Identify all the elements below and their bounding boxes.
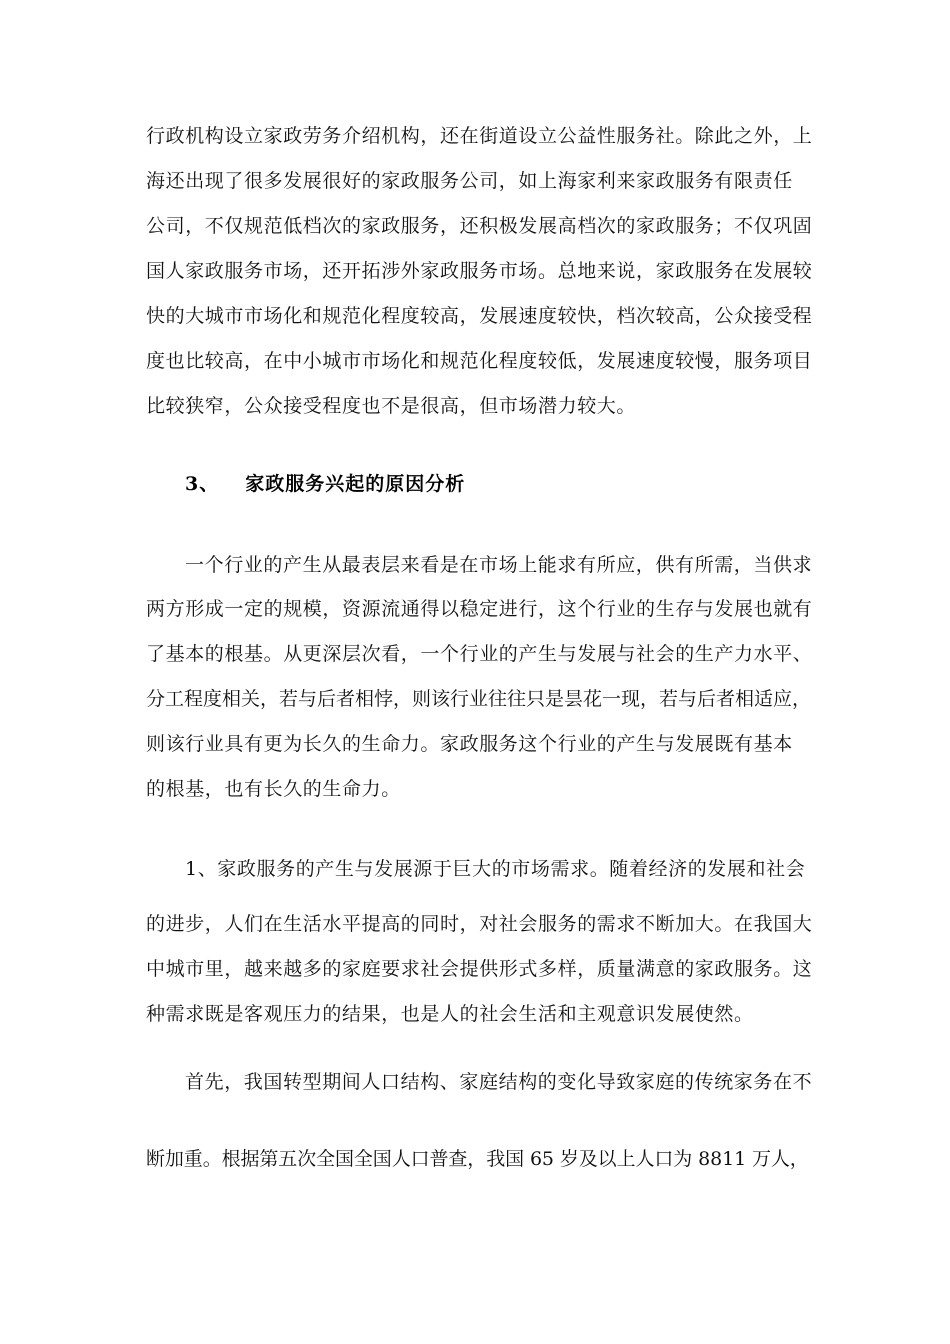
paragraph-line: 中城市里，越来越多的家庭要求社会提供形式多样，质量满意的家政服务。这 [146, 958, 813, 980]
paragraph-line: 度也比较高，在中小城市市场化和规范化程度较低，发展速度较慢，服务项目 [146, 350, 813, 372]
paragraph-line: 则该行业具有更为长久的生命力。家政服务这个行业的产生与发展既有基本 [146, 733, 793, 755]
paragraph-line: 快的大城市市场化和规范化程度较高，发展速度较快，档次较高，公众接受程 [146, 305, 813, 327]
section-title: 家政服务兴起的原因分析 [245, 473, 466, 495]
paragraph-line: 种需求既是客观压力的结果，也是人的社会生活和主观意识发展使然。 [146, 1003, 754, 1025]
paragraph-line: 首先，我国转型期间人口结构、家庭结构的变化导致家庭的传统家务在不 [185, 1071, 813, 1093]
section-heading [185, 472, 465, 496]
paragraph-line: 分工程度相关，若与后者相悖，则该行业往往只是昙花一现，若与后者相适应， [146, 688, 812, 710]
paragraph-line: 了基本的根基。从更深层次看，一个行业的产生与发展与社会的生产力水平、 [146, 643, 813, 665]
paragraph-line: 1、家政服务的产生与发展源于巨大的市场需求。随着经济的发展和社会 [185, 858, 806, 880]
paragraph-line: 的进步，人们在生活水平提高的同时，对社会服务的需求不断加大。在我国大 [146, 913, 813, 935]
paragraph-line: 一个行业的产生从最表层来看是在市场上能求有所应，供有所需，当供求 [185, 554, 813, 576]
paragraph-line: 断加重。根据第五次全国全国人口普查，我国 65 岁及以上人口为 8811 万人， [146, 1148, 809, 1170]
paragraph-line: 比较狭窄，公众接受程度也不是很高，但市场潜力较大。 [146, 395, 637, 417]
paragraph-line: 国人家政服务市场，还开拓涉外家政服务市场。总地来说，家政服务在发展较 [146, 260, 813, 282]
paragraph-line: 两方形成一定的规模，资源流通得以稳定进行，这个行业的生存与发展也就有 [146, 598, 813, 620]
paragraph-line: 海还出现了很多发展很好的家政服务公司，如上海家利来家政服务有限责任 [146, 170, 793, 192]
section-number: 3、 [185, 473, 220, 495]
paragraph-line: 公司，不仅规范低档次的家政服务，还积极发展高档次的家政服务；不仅巩固 [146, 215, 813, 237]
paragraph-line: 的根基，也有长久的生命力。 [146, 778, 401, 800]
paragraph-line: 行政机构设立家政劳务介绍机构，还在街道设立公益性服务社。除此之外，上 [146, 125, 813, 147]
